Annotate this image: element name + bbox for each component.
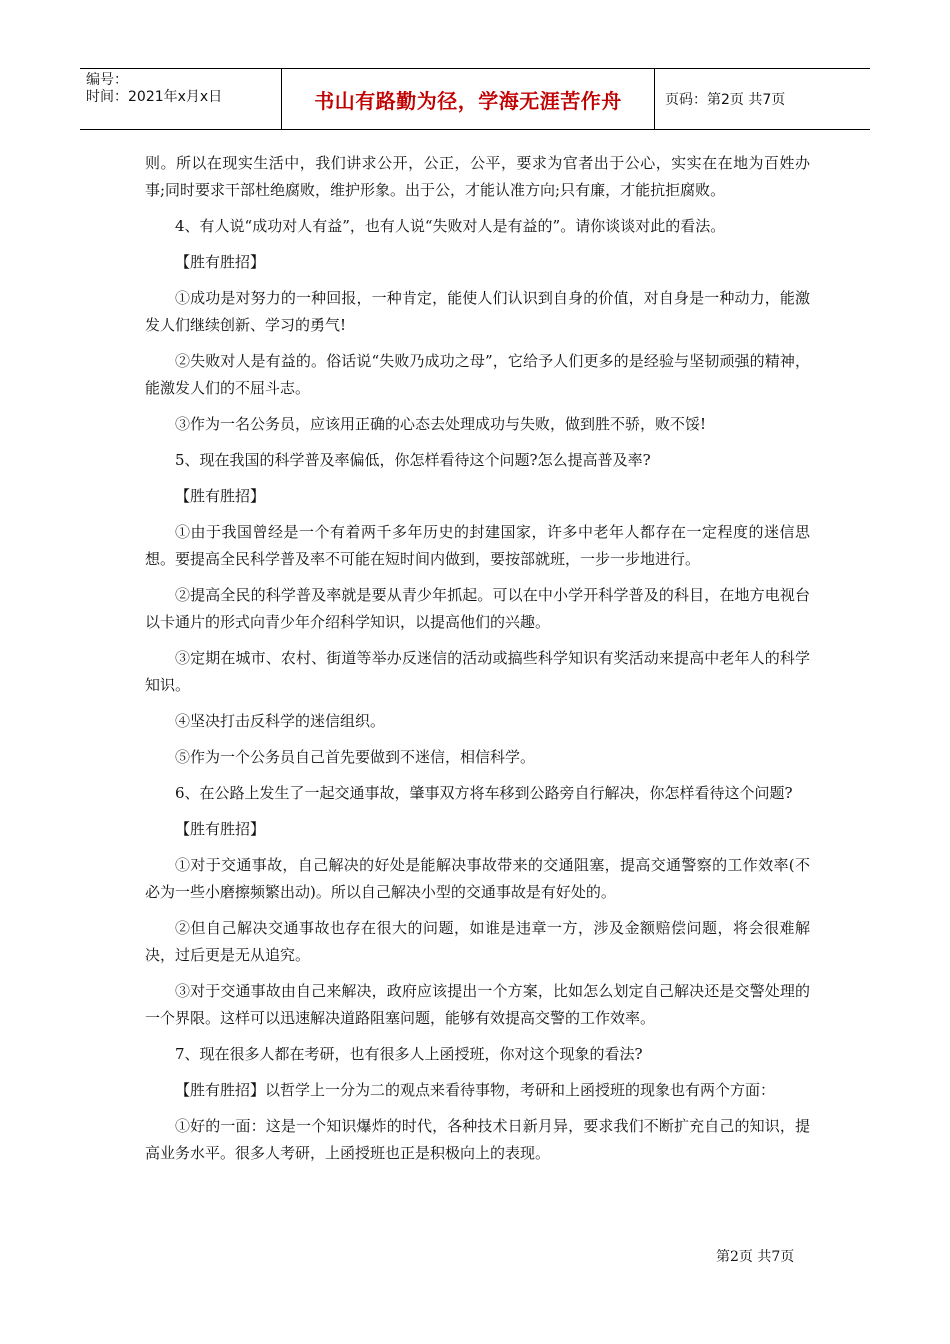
document-body bbox=[145, 150, 810, 1176]
question-heading: 4、有人说“成功对人有益”，也有人说“失败对人是有益的”。请你谈谈对此的看法。 bbox=[175, 217, 726, 235]
paragraph: ①由于我国曾经是一个有着两千多年历史的封建国家，许多中老年人都存在一定程度的迷信思想。要提高全民科学普及率不可能在短时间内做到，要按部就班，一步一步地进行。 bbox=[145, 523, 810, 568]
paragraph: ①好的一面：这是一个知识爆炸的时代，各种技术日新月异，要求我们不断扩充自己的知识，提高业务水平。很多人考研，上函授班也正是积极向上的表现。 bbox=[145, 1117, 810, 1162]
paragraph: 【胜有胜招】以哲学上一分为二的观点来看待事物，考研和上函授班的现象也有两个方面： bbox=[175, 1081, 776, 1099]
page-header bbox=[80, 68, 870, 130]
question-heading: 7、现在很多人都在考研，也有很多人上函授班，你对这个现象的看法? bbox=[175, 1045, 643, 1063]
paragraph: ④坚决打击反科学的迷信组织。 bbox=[175, 712, 386, 730]
paragraph: ②但自己解决交通事故也存在很大的问题，如谁是违章一方，涉及金额赔偿问题，将会很难解决，过后更是无从追究。 bbox=[145, 919, 810, 964]
header-meta bbox=[80, 69, 282, 129]
answer-label: 【胜有胜招】 bbox=[175, 487, 266, 505]
number-label: 编号： bbox=[86, 72, 128, 88]
paragraph: ①对于交通事故，自己解决的好处是能解决事故带来的交通阻塞，提高交通警察的工作效率(不必为一些小磨擦频繁出动)。所以自己解决小型的交通事故是有好处的。 bbox=[145, 856, 810, 901]
paragraph: ⑤作为一个公务员自己首先要做到不迷信，相信科学。 bbox=[175, 748, 536, 766]
header-motto: 书山有路勤为径，学海无涯苦作舟 bbox=[282, 69, 655, 129]
question-heading: 5、现在我国的科学普及率偏低，你怎样看待这个问题?怎么提高普及率? bbox=[175, 451, 651, 469]
time-label: 时间：2021年x月x日 bbox=[86, 89, 223, 105]
paragraph: ③定期在城市、农村、街道等举办反迷信的活动或搞些科学知识有奖活动来提高中老年人的科学知识。 bbox=[145, 649, 810, 694]
paragraph: ③作为一名公务员，应该用正确的心态去处理成功与失败，做到胜不骄，败不馁! bbox=[175, 415, 707, 433]
paragraph: ③对于交通事故由自己来解决，政府应该提出一个方案，比如怎么划定自己解决还是交警处理的一个界限。这样可以迅速解决道路阻塞问题，能够有效提高交警的工作效率。 bbox=[145, 982, 810, 1027]
paragraph: ②提高全民的科学普及率就是要从青少年抓起。可以在中小学开科学普及的科目，在地方电视台以卡通片的形式向青少年介绍科学知识，以提高他们的兴趣。 bbox=[145, 586, 810, 631]
paragraph: ②失败对人是有益的。俗话说“失败乃成功之母”，它给予人们更多的是经验与坚韧顽强的精神，能激发人们的不屈斗志。 bbox=[145, 352, 810, 397]
answer-label: 【胜有胜招】 bbox=[175, 820, 266, 838]
page-footer: 第2页 共7页 bbox=[716, 1249, 795, 1265]
paragraph: 则。所以在现实生活中，我们讲求公开，公正，公平，要求为官者出于公心，实实在在地为百姓办事;同时要求干部杜绝腐败，维护形象。出于公，才能认准方向;只有廉，才能抗拒腐败。 bbox=[145, 154, 810, 199]
header-page-info: 页码：第2页 共7页 bbox=[665, 92, 786, 108]
question-heading: 6、在公路上发生了一起交通事故，肇事双方将车移到公路旁自行解决，你怎样看待这个问题? bbox=[175, 784, 793, 802]
paragraph: ①成功是对努力的一种回报，一种肯定，能使人们认识到自身的价值，对自身是一种动力，能激发人们继续创新、学习的勇气! bbox=[145, 289, 810, 334]
answer-label: 【胜有胜招】 bbox=[175, 253, 266, 271]
